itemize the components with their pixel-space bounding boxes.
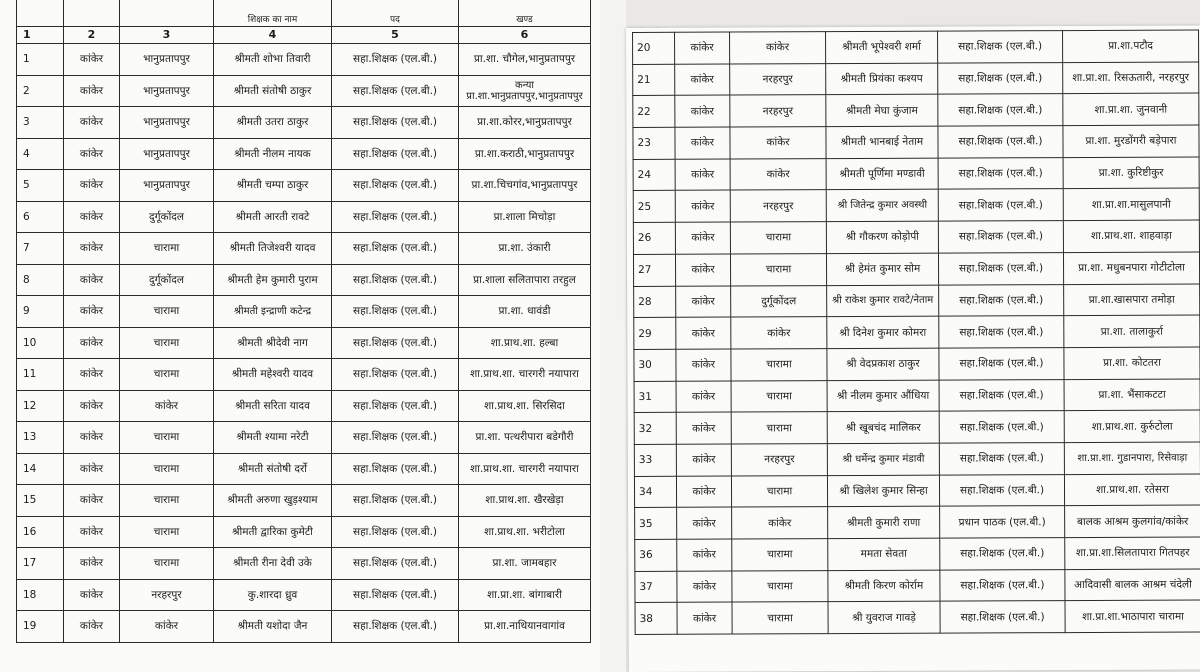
serial-number-cell: 18 [17,579,64,611]
teacher-table-right [632,29,1200,635]
district-cell: कांकेर [64,453,120,485]
post-cell: सहा.शिक्षक (एल.बी.) [938,62,1063,94]
district-cell: कांकेर [675,190,730,222]
serial-number-cell: 9 [17,296,64,328]
block-cell: कांकेर [120,611,214,643]
table-row [633,62,1199,96]
teacher-name-cell: श्रीमती अरुणा खुड़श्याम [214,485,332,517]
document-page-right [626,25,1200,671]
district-cell: कांकेर [64,138,120,170]
post-cell: सहा.शिक्षक (एल.बी.) [332,264,459,296]
block-cell: चारामा [120,359,214,391]
post-cell: सहा.शिक्षक (एल.बी.) [940,569,1065,601]
table-row [17,44,591,76]
table-row [634,474,1200,508]
table-row [17,170,591,202]
teacher-name-cell: श्रीमती उतरा ठाकुर [214,107,332,139]
block-cell: कांकेर [730,158,826,190]
serial-number-cell: 31 [634,381,676,413]
block-cell: नरहरपुर [731,444,827,476]
district-cell: कांकेर [677,507,732,539]
header-cell: पद [332,0,459,27]
school-cell: आदिवासी बालक आश्रम चंदेली [1065,569,1200,601]
school-cell: प्रा.शा.चिचगांव,भानुप्रतापपुर [459,170,591,202]
serial-number-cell: 33 [634,444,676,476]
block-cell: चारामा [731,380,827,412]
district-cell: कांकेर [64,327,120,359]
table-row [633,188,1199,222]
post-cell: सहा.शिक्षक (एल.बी.) [938,31,1063,63]
block-cell: भानुप्रतापपुर [120,75,214,107]
block-cell: दुर्गूकोंदल [120,201,214,233]
table-row [635,600,1200,634]
teacher-name-cell: श्रीमती प्रियंका कश्यप [826,63,938,95]
serial-number-cell: 4 [17,138,64,170]
school-cell: प्रा.शा. चौगेल,भानुप्रतापपुर [459,44,591,76]
teacher-name-cell: श्री धर्मेन्द्र कुमार मंडावी [827,443,939,475]
post-cell: सहा.शिक्षक (एल.बी.) [332,44,459,76]
header-cell [17,0,64,27]
district-cell: कांकेर [677,602,732,634]
post-cell: सहा.शिक्षक (एल.बी.) [940,538,1065,570]
teacher-name-cell: श्री जितेन्द्र कुमार अवस्थी [826,190,938,222]
school-cell: शा.प्रा.शा. रिसऊतारी, नरहरपुर [1063,62,1199,94]
post-cell: सहा.शिक्षक (एल.बी.) [332,485,459,517]
teacher-name-cell: श्री युवराज गावड़े [828,602,940,634]
school-cell: प्रा.शा. धावंडी [459,296,591,328]
teacher-name-cell: श्रीमती हेम कुमारी पुराम [214,264,332,296]
serial-number-cell: 22 [633,96,675,128]
table-row [633,220,1199,254]
school-cell: शा.प्राथ.शा. हल्बा [459,327,591,359]
school-cell: शा.प्राथ.शा. शाहवाड़ा [1063,220,1199,252]
school-cell: प्रा.शा. मुरडोंगरी बड़ेपारा [1063,125,1199,157]
table-row [17,138,591,170]
table-row [17,264,591,296]
block-cell: नरहरपुर [730,63,826,95]
table-row [633,157,1199,191]
district-cell: कांकेर [64,548,120,580]
column-number-row [17,27,591,44]
post-cell: सहा.शिक्षक (एल.बी.) [939,443,1064,475]
school-cell: शा.प्राथ.शा. कुर्रुटोला [1064,410,1200,442]
school-cell: प्रा.शा. कोटतरा [1064,347,1200,379]
table-header-top [17,0,591,27]
serial-number-cell: 17 [17,548,64,580]
block-cell: चारामा [120,233,214,265]
teacher-name-cell: श्री गौकरण कोड़ोपी [826,221,938,253]
column-number: 3 [120,27,214,44]
teacher-name-cell: श्री राकेश कुमार रावटे/नेताम [827,285,939,317]
post-cell: सहा.शिक्षक (एल.बी.) [938,252,1063,284]
table-row [17,233,591,265]
district-cell: कांकेर [676,444,731,476]
serial-number-cell: 38 [635,603,677,635]
block-cell: कांकेर [732,507,828,539]
column-number: 6 [459,27,591,44]
serial-number-cell: 24 [633,159,675,191]
table-row [634,379,1200,413]
district-cell: कांकेर [64,75,120,107]
column-number: 5 [332,27,459,44]
school-cell: प्रा.शा.नाथियानवागांव [459,611,591,643]
district-cell: कांकेर [675,64,730,96]
serial-number-cell: 21 [633,64,675,96]
district-cell: कांकेर [675,127,730,159]
table-row [635,537,1200,571]
block-cell: कांकेर [120,390,214,422]
teacher-name-cell: श्रीमती पूर्णिमा मण्डावी [826,158,938,190]
column-number: 2 [64,27,120,44]
block-cell: दुर्गूकोंदल [731,285,827,317]
post-cell: सहा.शिक्षक (एल.बी.) [332,453,459,485]
table-row [17,75,591,107]
block-cell: नरहरपुर [120,579,214,611]
block-cell: चारामा [120,548,214,580]
teacher-name-cell: श्रीमती मेघा कुंजाम [826,95,938,127]
serial-number-cell: 27 [633,254,675,286]
serial-number-cell: 11 [17,359,64,391]
serial-number-cell: 30 [634,349,676,381]
block-cell: नरहरपुर [730,190,826,222]
teacher-name-cell: श्री खिलेश कुमार सिन्हा [827,475,939,507]
block-cell: चारामा [730,253,826,285]
school-cell: शा.प्रा.शा.मासुलपानी [1063,188,1199,220]
table-row [633,93,1199,127]
teacher-name-cell: ममता सेवता [828,538,940,570]
block-cell: चारामा [731,349,827,381]
school-cell: प्रा.शा. पत्थरीपारा बडेगौरी [459,422,591,454]
teacher-name-cell: श्रीमती यशोदा जैन [214,611,332,643]
district-cell: कांकेर [677,539,732,571]
table-row [634,347,1200,381]
serial-number-cell: 28 [634,286,676,318]
teacher-name-cell: श्रीमती तिजेश्वरी यादव [214,233,332,265]
school-cell: शा.प्रा.शा. बांगाबारी [459,579,591,611]
serial-number-cell: 5 [17,170,64,202]
school-cell: प्रा.शा. मधुबनपारा गोटीटोला [1063,252,1199,284]
block-cell: कांकेर [731,317,827,349]
teacher-name-cell: श्रीमती भानबाई नेताम [826,126,938,158]
district-cell: कांकेर [675,95,730,127]
post-cell: सहा.शिक्षक (एल.बी.) [332,390,459,422]
serial-number-cell: 14 [17,453,64,485]
post-cell: सहा.शिक्षक (एल.बी.) [939,379,1064,411]
school-cell: प्रा.शा. तालाकुर्रा [1064,315,1200,347]
serial-number-cell: 25 [633,191,675,223]
district-cell: कांकेर [64,422,120,454]
district-cell: कांकेर [64,264,120,296]
teacher-name-cell: श्रीमती इन्द्राणी कटेन्द्र [214,296,332,328]
post-cell: सहा.शिक्षक (एल.बी.) [938,126,1063,158]
teacher-table-left [16,0,591,643]
school-cell: शा.प्राथ.शा. सिरसिदा [459,390,591,422]
header-cell [120,0,214,27]
block-cell: चारामा [731,475,827,507]
serial-number-cell: 23 [633,127,675,159]
teacher-name-cell: श्रीमती रीना देवी उके [214,548,332,580]
header-cell: खण्ड [459,0,591,27]
table-row [17,548,591,580]
serial-number-cell: 20 [633,32,675,64]
serial-number-cell: 16 [17,516,64,548]
post-cell: सहा.शिक्षक (एल.बी.) [332,201,459,233]
school-cell: प्रा.शा.खासपारा तमोड़ा [1064,283,1200,315]
serial-number-cell: 19 [17,611,64,643]
block-cell: चारामा [120,516,214,548]
block-cell: चारामा [731,412,827,444]
school-cell: प्रा.शा.कराठी,भानुप्रतापपुर [459,138,591,170]
school-cell: शा.प्राथ.शा. रतेसरा [1064,474,1200,506]
post-cell: सहा.शिक्षक (एल.बी.) [938,157,1063,189]
serial-number-cell: 29 [634,317,676,349]
table-row [634,315,1200,349]
block-cell: कांकेर [730,127,826,159]
table-row [633,125,1199,159]
teacher-name-cell: श्रीमती नीलम नायक [214,138,332,170]
post-cell: सहा.शिक्षक (एल.बी.) [938,221,1063,253]
teacher-name-cell: श्री दिनेश कुमार कोमरा [827,316,939,348]
post-cell: सहा.शिक्षक (एल.बी.) [332,579,459,611]
district-cell: कांकेर [675,254,730,286]
district-cell: कांकेर [64,485,120,517]
teacher-name-cell: श्रीमती संतोषी दर्रो [214,453,332,485]
post-cell: सहा.शिक्षक (एल.बी.) [332,296,459,328]
district-cell: कांकेर [64,516,120,548]
table-row [634,410,1200,444]
serial-number-cell: 26 [633,222,675,254]
block-cell: चारामा [120,296,214,328]
teacher-name-cell: श्रीमती भूपेश्वरी शर्मा [826,31,938,63]
school-cell: कन्या प्रा.शा.भानुप्रतापपुर,भानुप्रतापपुर [459,75,591,107]
serial-number-cell: 12 [17,390,64,422]
post-cell: सहा.शिक्षक (एल.बी.) [332,170,459,202]
school-cell: शा.प्राथ.शा. चारगरी नयापारा [459,453,591,485]
post-cell: सहा.शिक्षक (एल.बी.) [332,611,459,643]
district-cell: कांकेर [64,107,120,139]
serial-number-cell: 2 [17,75,64,107]
table-row [17,359,591,391]
district-cell: कांकेर [64,359,120,391]
post-cell: सहा.शिक्षक (एल.बी.) [938,94,1063,126]
district-cell: कांकेर [676,349,731,381]
school-cell: प्रा.शाला मिचोड़ा [459,201,591,233]
block-cell: कांकेर [730,32,826,64]
district-cell: कांकेर [64,170,120,202]
block-cell: चारामा [120,327,214,359]
serial-number-cell: 34 [634,476,676,508]
table-row [17,453,591,485]
school-cell: शा.प्राथ.शा. खैरखेड़ा [459,485,591,517]
serial-number-cell: 7 [17,233,64,265]
post-cell: सहा.शिक्षक (एल.बी.) [939,316,1064,348]
teacher-name-cell: श्री हेमंत कुमार सोम [826,253,938,285]
school-cell: प्रा.शाला सलितापारा तरहुल [459,264,591,296]
district-cell: कांकेर [675,159,730,191]
teacher-name-cell: श्रीमती चम्पा ठाकुर [214,170,332,202]
school-cell: शा.प्राथ.शा. भरीटोला [459,516,591,548]
table-row [17,327,591,359]
school-cell: प्रा.शा. जामबहार [459,548,591,580]
table-row [17,107,591,139]
table-row [17,390,591,422]
block-cell: नरहरपुर [730,95,826,127]
teacher-name-cell: श्री खूबचंद मालिकर [827,411,939,443]
teacher-name-cell: श्रीमती महेश्वरी यादव [214,359,332,391]
post-cell: सहा.शिक्षक (एल.बी.) [332,75,459,107]
block-cell: चारामा [730,222,826,254]
district-cell: कांकेर [677,571,732,603]
post-cell: सहा.शिक्षक (एल.बी.) [332,233,459,265]
school-cell: प्रा.शा. कुरिष्टीकुर [1063,157,1199,189]
school-cell: प्रा.शा.कोरर,भानुप्रतापपुर [459,107,591,139]
serial-number-cell: 37 [635,571,677,603]
post-cell: सहा.शिक्षक (एल.बी.) [938,189,1063,221]
table-row [635,569,1200,603]
school-cell: शा.प्रा.शा.सिलतापारा गितपहर [1065,537,1200,569]
table-row [17,296,591,328]
block-cell: चारामा [120,422,214,454]
district-cell: कांकेर [675,32,730,64]
block-cell: भानुप्रतापपुर [120,107,214,139]
post-cell: सहा.शिक्षक (एल.बी.) [940,601,1065,633]
district-cell: कांकेर [64,296,120,328]
school-cell: शा.प्राथ.शा. चारगरी नयापारा [459,359,591,391]
serial-number-cell: 13 [17,422,64,454]
post-cell: सहा.शिक्षक (एल.बी.) [332,138,459,170]
serial-number-cell: 6 [17,201,64,233]
teacher-name-cell: श्रीमती श्रीदेवी नाग [214,327,332,359]
district-cell: कांकेर [64,579,120,611]
teacher-name-cell: श्रीमती संतोषी ठाकुर [214,75,332,107]
table-row [17,485,591,517]
block-cell: चारामा [120,453,214,485]
post-cell: सहा.शिक्षक (एल.बी.) [939,411,1064,443]
district-cell: कांकेर [64,233,120,265]
school-cell: प्रा.शा. उंकारी [459,233,591,265]
school-cell: प्रा.शा. भैंसाकटटा [1064,379,1200,411]
post-cell: सहा.शिक्षक (एल.बी.) [939,347,1064,379]
table-row [634,283,1200,317]
block-cell: भानुप्रतापपुर [120,170,214,202]
district-cell: कांकेर [64,201,120,233]
block-cell: भानुप्रतापपुर [120,44,214,76]
teacher-name-cell: श्रीमती शोभा तिवारी [214,44,332,76]
serial-number-cell: 15 [17,485,64,517]
block-cell: चारामा [732,602,828,634]
teacher-name-cell: श्रीमती द्वारिका कुमेटी [214,516,332,548]
district-cell: कांकेर [676,476,731,508]
post-cell: सहा.शिक्षक (एल.बी.) [939,474,1064,506]
table-row [633,30,1199,64]
block-cell: चारामा [732,570,828,602]
district-cell: कांकेर [676,381,731,413]
teacher-name-cell: श्रीमती कुमारी राणा [828,506,940,538]
serial-number-cell: 1 [17,44,64,76]
school-cell: शा.प्रा.शा. गुडानपारा, रिसेवाड़ा [1064,442,1200,474]
teacher-name-cell: श्रीमती श्यामा नरेटी [214,422,332,454]
district-cell: कांकेर [675,222,730,254]
serial-number-cell: 36 [635,539,677,571]
serial-number-cell: 3 [17,107,64,139]
teacher-name-cell: श्री नीलम कुमार औंधिया [827,380,939,412]
block-cell: भानुप्रतापपुर [120,138,214,170]
column-number: 1 [17,27,64,44]
block-cell: चारामा [120,485,214,517]
school-cell: प्रा.शा.पटौद [1063,30,1199,62]
teacher-name-cell: श्री वेदप्रकाश ठाकुर [827,348,939,380]
post-cell: सहा.शिक्षक (एल.बी.) [332,422,459,454]
district-cell: कांकेर [64,611,120,643]
teacher-name-cell: श्रीमती आरती रावटे [214,201,332,233]
table-row [17,422,591,454]
table-row [633,252,1199,286]
table-row [17,579,591,611]
post-cell: सहा.शिक्षक (एल.बी.) [332,516,459,548]
district-cell: कांकेर [676,286,731,318]
table-row [17,516,591,548]
school-cell: शा.प्रा.शा. जुनवानी [1063,93,1199,125]
district-cell: कांकेर [64,390,120,422]
table-row [635,505,1200,539]
post-cell: सहा.शिक्षक (एल.बी.) [332,327,459,359]
column-number: 4 [214,27,332,44]
table-row [634,442,1200,476]
district-cell: कांकेर [676,412,731,444]
page-gap [600,0,626,672]
table-row [17,201,591,233]
school-cell: बालक आश्रम कुलगांव/कांकेर [1065,505,1200,537]
school-cell: शा.प्रा.शा.भाठापारा चारामा [1065,600,1200,632]
serial-number-cell: 35 [635,508,677,540]
post-cell: सहा.शिक्षक (एल.बी.) [332,359,459,391]
district-cell: कांकेर [64,44,120,76]
serial-number-cell: 32 [634,413,676,445]
post-cell: सहा.शिक्षक (एल.बी.) [939,284,1064,316]
post-cell: सहा.शिक्षक (एल.बी.) [332,548,459,580]
header-cell [64,0,120,27]
serial-number-cell: 10 [17,327,64,359]
block-cell: दुर्गूकोंदल [120,264,214,296]
teacher-name-cell: कु.शारदा ध्रुव [214,579,332,611]
serial-number-cell: 8 [17,264,64,296]
teacher-name-cell: श्रीमती किरण कोर्राम [828,570,940,602]
block-cell: चारामा [732,539,828,571]
post-cell: सहा.शिक्षक (एल.बी.) [332,107,459,139]
table-row [17,611,591,643]
district-cell: कांकेर [676,317,731,349]
teacher-name-cell: श्रीमती सरिता यादव [214,390,332,422]
header-cell: शिक्षक का नाम [214,0,332,27]
post-cell: प्रधान पाठक (एल.बी.) [940,506,1065,538]
